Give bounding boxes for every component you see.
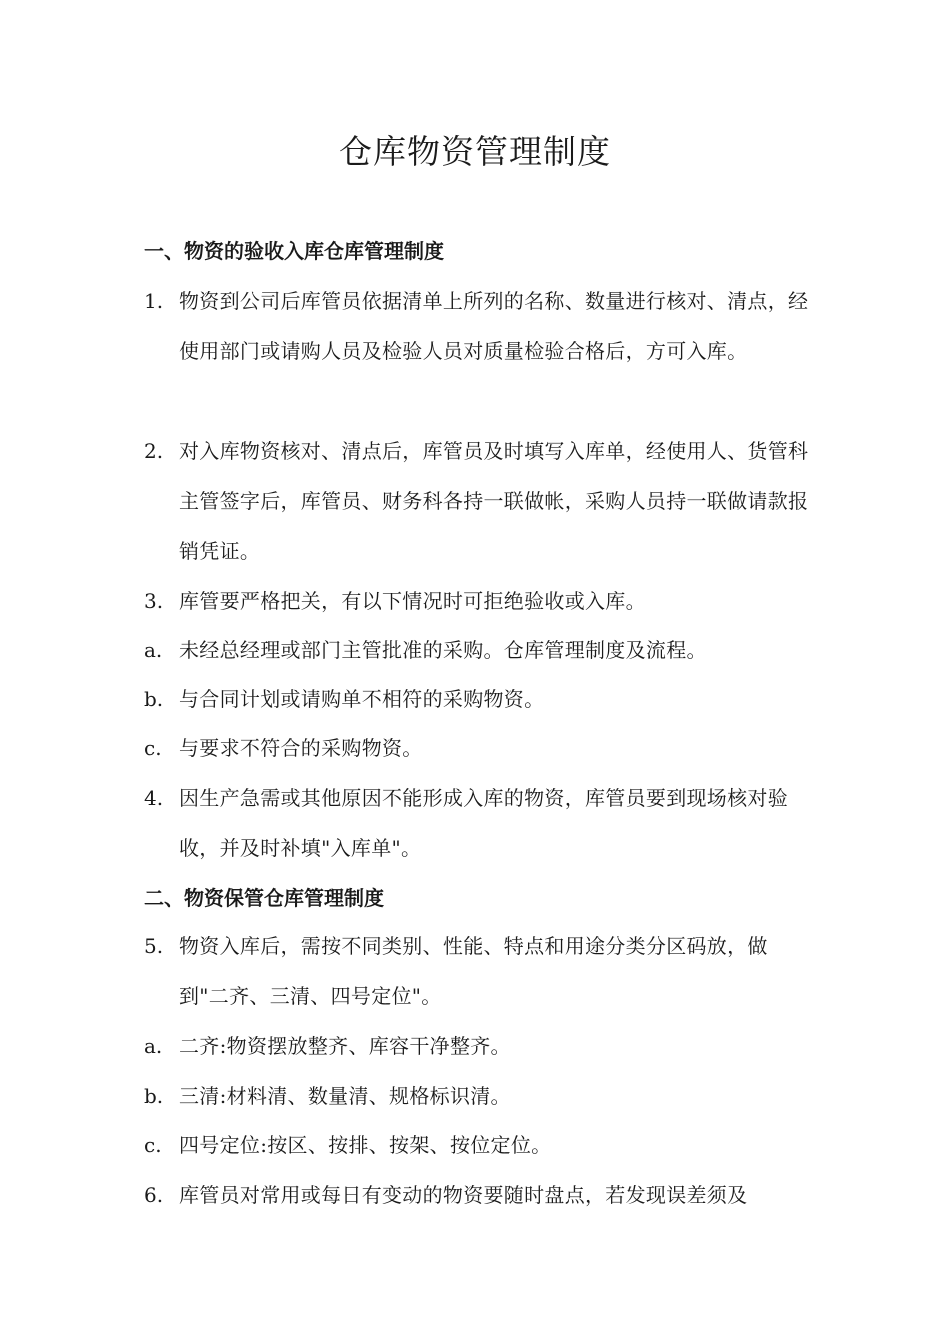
list-item-marker: a. <box>144 1034 163 1058</box>
list-item <box>144 921 814 1021</box>
list-item-marker: c. <box>144 736 162 760</box>
list-item-text: 与要求不符合的采购物资。 <box>179 736 423 760</box>
list-item <box>144 773 814 873</box>
list-item <box>144 576 814 626</box>
list-item-marker: 1. <box>144 289 164 313</box>
list-item-marker: 2. <box>144 439 164 463</box>
section-heading-receiving: 一、物资的验收入库仓库管理制度 <box>144 239 444 263</box>
section-heading-storage: 二、物资保管仓库管理制度 <box>144 886 384 910</box>
document-title: 仓库物资管理制度 <box>339 132 611 171</box>
list-item <box>144 1021 814 1071</box>
list-item-text: 库管员对常用或每日有变动的物资要随时盘点，若发现误差须及 <box>179 1183 748 1207</box>
list-item-text: 物资到公司后库管员依据清单上所列的名称、数量进行核对、清点，经使用部门或请购人员及检验人员对质量检验合格后，方可入库。 <box>179 289 809 363</box>
list-item-text: 三清:材料清、数量清、规格标识清。 <box>179 1084 511 1108</box>
list-item-text: 物资入库后，需按不同类别、性能、特点和用途分类分区码放，做到"二齐、三清、四号定位"。 <box>179 934 768 1008</box>
list-item-text: 未经总经理或部门主管批准的采购。仓库管理制度及流程。 <box>179 638 707 662</box>
list-item-marker: 3. <box>144 589 164 613</box>
list-item <box>144 276 814 376</box>
list-item <box>144 1071 814 1121</box>
list-item-marker: a. <box>144 638 163 662</box>
list-item-text: 因生产急需或其他原因不能形成入库的物资，库管员要到现场核对验收，并及时补填"入库单"。 <box>179 786 788 860</box>
list-item <box>144 426 814 576</box>
list-item-text: 与合同计划或请购单不相符的采购物资。 <box>179 687 545 711</box>
list-item-text: 二齐:物资摆放整齐、库容干净整齐。 <box>179 1034 511 1058</box>
list-item-text: 库管要严格把关，有以下情况时可拒绝验收或入库。 <box>179 589 646 613</box>
list-item-marker: 6. <box>144 1183 164 1207</box>
list-item-marker: b. <box>144 1084 164 1108</box>
list-item-marker: 5. <box>144 934 164 958</box>
list-item <box>144 1170 814 1220</box>
list-item <box>144 1120 814 1170</box>
list-item-marker: 4. <box>144 786 164 810</box>
list-item-marker: b. <box>144 687 164 711</box>
list-item <box>144 674 814 724</box>
list-item-text: 四号定位:按区、按排、按架、按位定位。 <box>179 1133 552 1157</box>
list-item <box>144 723 814 773</box>
list-item-marker: c. <box>144 1133 162 1157</box>
list-item <box>144 625 814 675</box>
list-item-text: 对入库物资核对、清点后，库管员及时填写入库单，经使用人、货管科主管签字后，库管员、财务科各持一联做帐，采购人员持一联做请款报销凭证。 <box>179 439 809 563</box>
